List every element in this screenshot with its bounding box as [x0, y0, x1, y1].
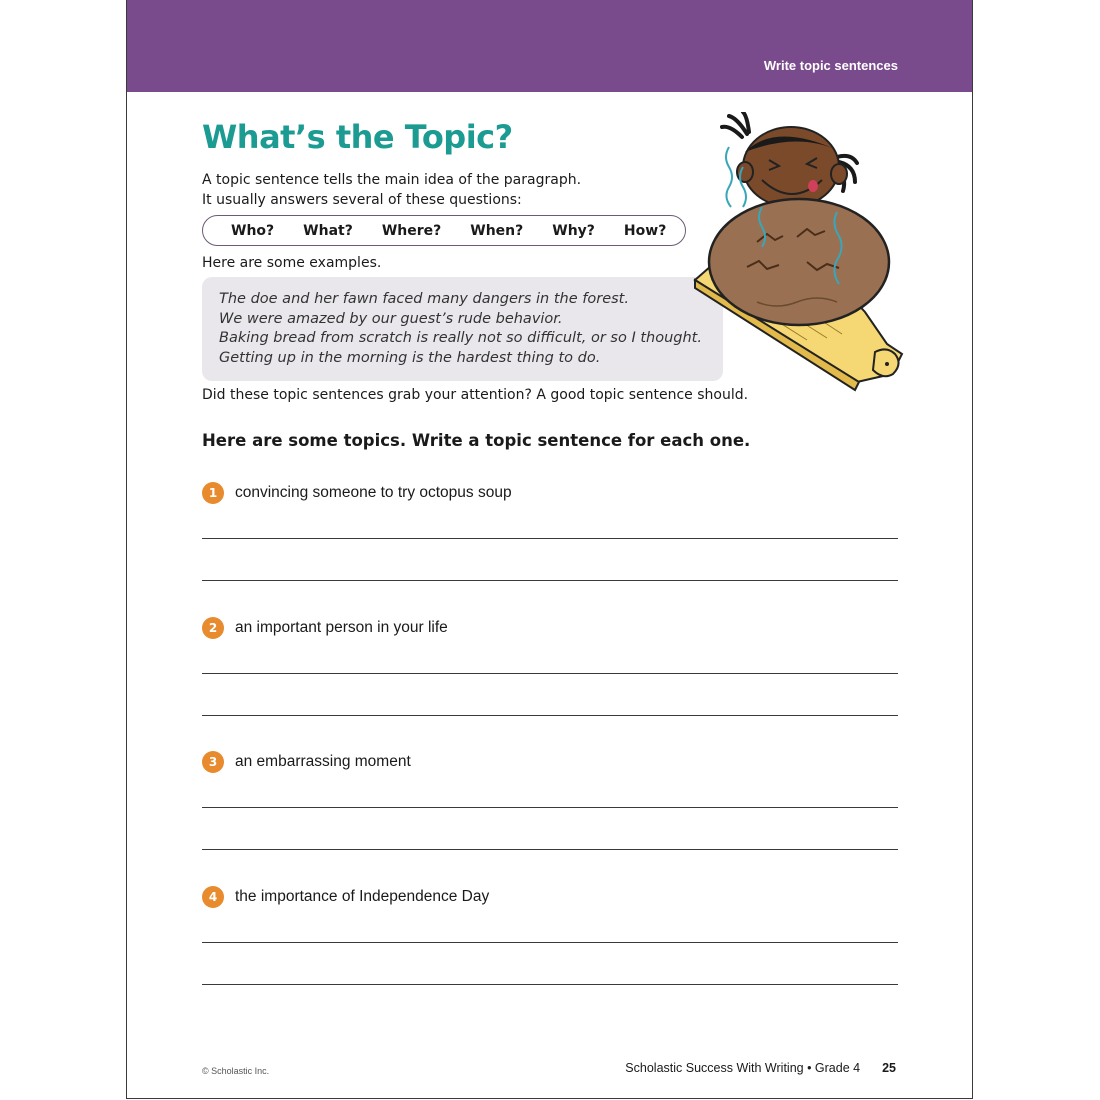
question-word: How?: [623, 222, 667, 239]
example-sentence: We were amazed by our guest’s rude behavior.: [219, 310, 563, 327]
question-word: When?: [470, 222, 524, 239]
header-bar: [127, 0, 972, 92]
topic-text: convincing someone to try octopus soup: [235, 484, 512, 501]
question-word: Why?: [552, 222, 595, 239]
intro-line: It usually answers several of these questions:: [202, 192, 522, 208]
examples-label: Here are some examples.: [202, 255, 382, 271]
writing-line[interactable]: [202, 807, 898, 808]
writing-line[interactable]: [202, 942, 898, 943]
skill-label: Write topic sentences: [763, 58, 898, 73]
number-badge: 3: [202, 751, 224, 773]
topic-text: the importance of Independence Day: [235, 888, 490, 905]
worksheet-page: [126, 0, 973, 1099]
number-badge: 2: [202, 617, 224, 639]
question-word: Who?: [231, 222, 275, 239]
bread-loaf-icon: [709, 199, 889, 325]
girl-face-icon: [722, 112, 857, 207]
writing-line[interactable]: [202, 984, 898, 985]
number-badge: 4: [202, 886, 224, 908]
examples-box: [202, 277, 723, 381]
page-number: 25: [882, 1061, 896, 1075]
example-sentence: Baking bread from scratch is really not so difficult, or so I thought.: [219, 330, 702, 347]
question-word: What?: [303, 222, 353, 239]
writing-line[interactable]: [202, 715, 898, 716]
writing-line[interactable]: [202, 538, 898, 539]
topic-item: [202, 750, 898, 774]
topic-item: [202, 616, 898, 640]
writing-line[interactable]: [202, 673, 898, 674]
example-sentence: Getting up in the morning is the hardest thing to do.: [219, 350, 601, 367]
questions-box: [202, 215, 686, 246]
example-sentence: The doe and her fawn faced many dangers in the forest.: [219, 291, 629, 307]
intro-text: [202, 170, 581, 210]
topic-text: an embarrassing moment: [235, 753, 411, 770]
topic-item: [202, 481, 898, 505]
girl-with-bread-illustration: [687, 112, 909, 394]
question-word: Where?: [381, 222, 442, 239]
intro-line: A topic sentence tells the main idea of the paragraph.: [202, 172, 582, 188]
copyright: © Scholastic Inc.: [202, 1066, 270, 1076]
topic-text: an important person in your life: [235, 619, 448, 636]
attention-question: Did these topic sentences grab your attention? A good topic sentence should.: [202, 387, 749, 403]
writing-line[interactable]: [202, 580, 898, 581]
number-badge: 1: [202, 482, 224, 504]
page-title: What’s the Topic?: [202, 118, 513, 156]
book-title: Scholastic Success With Writing • Grade 4: [625, 1061, 861, 1075]
instructions: Here are some topics. Write a topic sentence for each one.: [202, 431, 751, 450]
writing-line[interactable]: [202, 849, 898, 850]
topic-item: [202, 885, 898, 909]
footer-book-info: [625, 1061, 896, 1075]
